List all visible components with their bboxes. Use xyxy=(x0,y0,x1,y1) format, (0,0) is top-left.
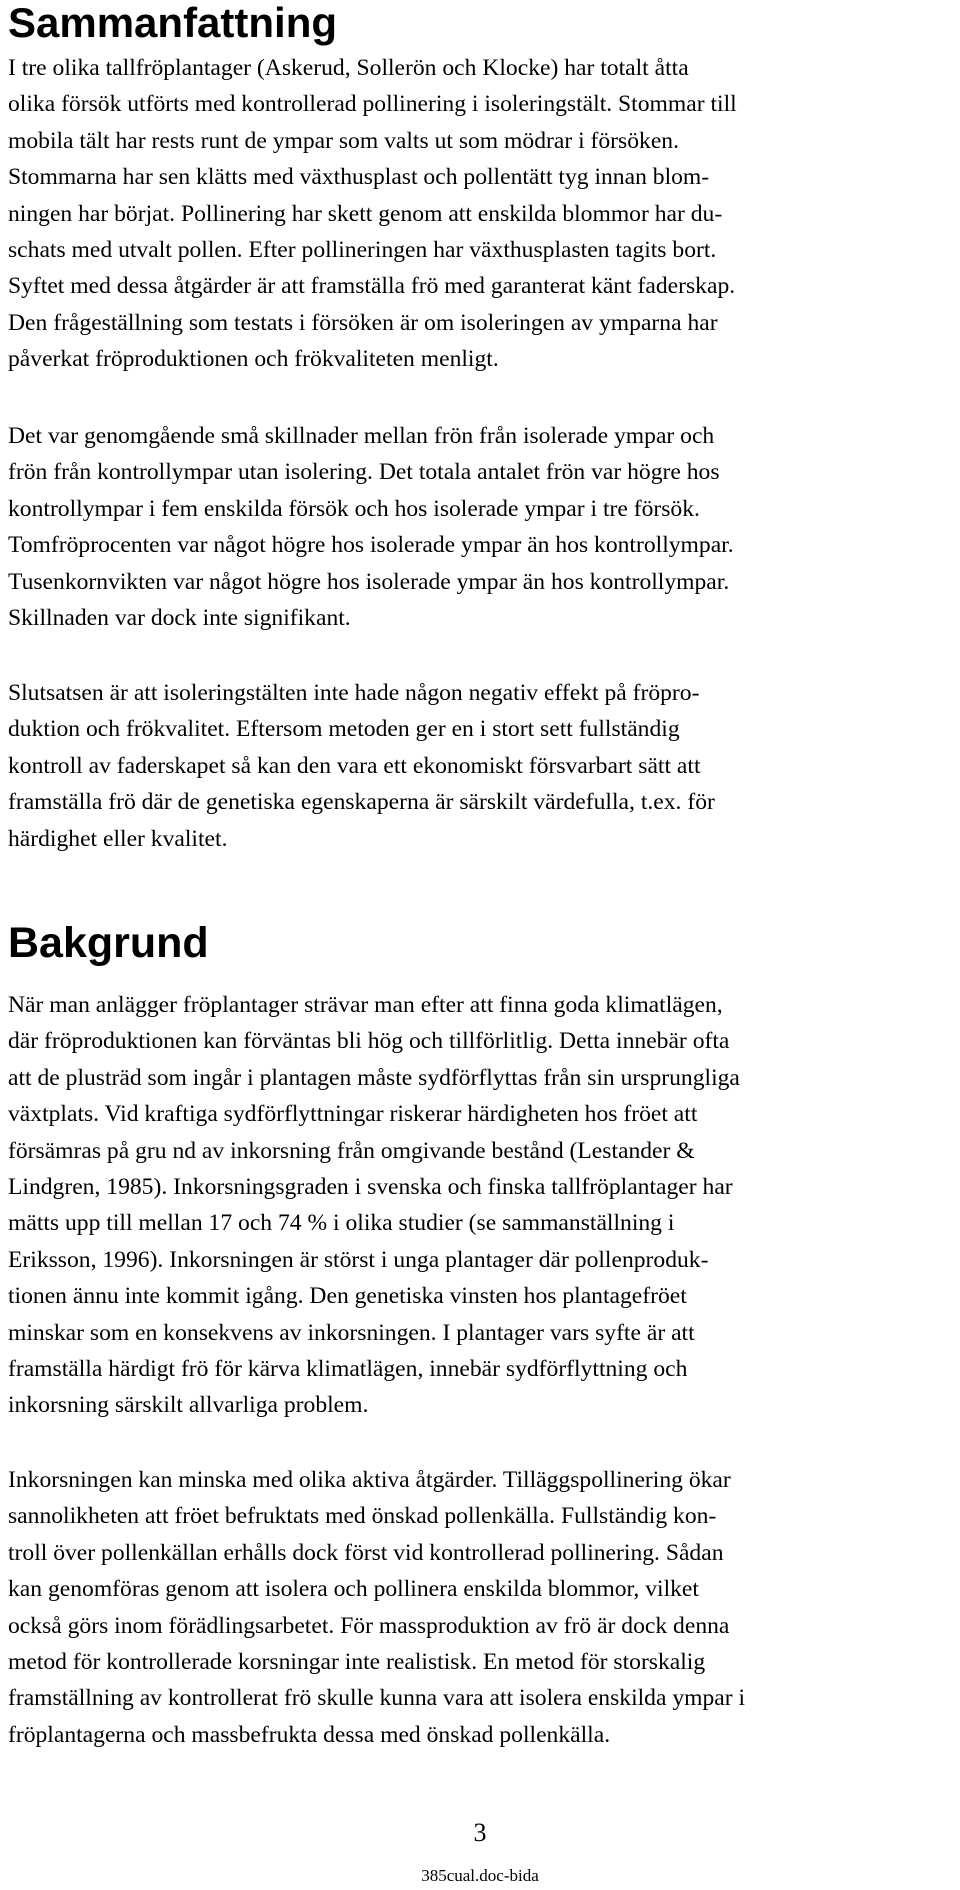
text-line: Eriksson, 1996). Inkorsningen är störst i unga plantager där pollenproduk- xyxy=(8,1246,709,1273)
text-line: Syftet med dessa åtgärder är att framställa frö med garanterat känt faderskap. xyxy=(8,273,736,300)
text-line: mobila tält har rests runt de ympar som valts ut som mödrar i försöken. xyxy=(8,127,679,154)
text-line: också görs inom förädlingsarbetet. För massproduktion av frö är dock denna xyxy=(8,1612,730,1639)
text-line: minskar som en konsekvens av inkorsningen. I plantager vars syfte är att xyxy=(8,1319,695,1346)
text-line: framställning av kontrollerat frö skulle kunna vara att isolera enskilda ympar i xyxy=(8,1685,746,1712)
page-number: 3 xyxy=(473,1818,487,1847)
text-line: Det var genomgående små skillnader mellan frön från isolerade ympar och xyxy=(8,423,715,449)
text-line: där fröproduktionen kan förväntas bli hög och tillförlitlig. Detta innebär ofta xyxy=(8,1028,730,1055)
text-line: Tusenkornvikten var något högre hos isolerade ympar än hos kontrollympar. xyxy=(8,568,730,595)
text-line: påverkat fröproduktionen och frökvaliteten menligt. xyxy=(8,346,499,373)
text-line: härdighet eller kvalitet. xyxy=(8,825,228,852)
paragraph xyxy=(8,50,952,378)
text-line: metod för kontrollerade korsningar inte realistisk. En metod för storskalig xyxy=(8,1649,706,1676)
text-line: kontroll av faderskapet så kan den vara ett ekonomiskt försvarbart sätt att xyxy=(8,752,701,779)
text-line: Inkorsningen kan minska med olika aktiva åtgärder. Tilläggspollinering ökar xyxy=(8,1467,731,1493)
text-line: mätts upp till mellan 17 och 74 % i olika studier (se sammanställning i xyxy=(8,1210,675,1237)
heading-sammanfattning: Sammanfattning xyxy=(8,0,338,46)
text-line: försämras på gru nd av inkorsning från omgivande bestånd (Lestander & xyxy=(8,1137,695,1164)
text-line: att de plusträd som ingår i plantagen måste sydförflyttas från sin ursprungliga xyxy=(8,1064,740,1091)
text-line: kan genomföras genom att isolera och pollinera enskilda blommor, vilket xyxy=(8,1576,699,1603)
text-line: Lindgren, 1985). Inkorsningsgraden i svenska och finska tallfröplantager har xyxy=(8,1174,733,1201)
text-line: sannolikheten att fröet befruktats med önskad pollenkälla. Fullständig kon- xyxy=(8,1503,717,1530)
text-line: frön från kontrollympar utan isolering. Det totala antalet frön var högre hos xyxy=(8,459,720,486)
text-line: Den frågeställning som testats i försöken är om isoleringen av ymparna har xyxy=(8,309,718,336)
text-line: växtplats. Vid kraftiga sydförflyttningar riskerar härdigheten hos fröet att xyxy=(8,1101,698,1128)
heading-bakgrund: Bakgrund xyxy=(8,919,209,967)
text-line: inkorsning särskilt allvarliga problem. xyxy=(8,1392,369,1419)
text-line: Stommarna har sen klätts med växthusplast och pollentätt tyg innan blom- xyxy=(8,164,710,191)
text-line: När man anlägger fröplantager strävar man efter att finna goda klimatlägen, xyxy=(8,992,723,1018)
text-line: kontrollympar i fem enskilda försök och hos isolerade ympar i tre försök. xyxy=(8,495,700,522)
text-line: framställa härdigt frö för kärva klimatlägen, innebär sydförflyttning och xyxy=(8,1356,688,1383)
text-line: I tre olika tallfröplantager (Askerud, Sollerön och Klocke) har totalt åtta xyxy=(8,55,689,81)
document-filename: 385cual.doc-bida xyxy=(421,1866,539,1885)
paragraph xyxy=(8,1462,952,1753)
text-line: Slutsatsen är att isoleringstälten inte hade någon negativ effekt på fröpro- xyxy=(8,680,700,706)
text-line: troll över pollenkällan erhålls dock först vid kontrollerad pollinering. Sådan xyxy=(8,1539,724,1566)
text-line: olika försök utförts med kontrollerad pollinering i isoleringstält. Stommar till xyxy=(8,91,737,118)
text-line: fröplantagerna och massbefrukta dessa med önskad pollenkälla. xyxy=(8,1721,611,1748)
text-line: Tomfröprocenten var något högre hos isolerade ympar än hos kontrollympar. xyxy=(8,532,734,559)
text-line: schats med utvalt pollen. Efter pollineringen har växthusplasten tagits bort. xyxy=(8,237,717,264)
text-line: ningen har börjat. Pollinering har skett genom att enskilda blommor har du- xyxy=(8,200,723,227)
text-line: tionen ännu inte kommit igång. Den genetiska vinsten hos plantagefröet xyxy=(8,1283,687,1310)
paragraph xyxy=(8,987,952,1424)
paragraph xyxy=(8,675,952,857)
paragraph xyxy=(8,418,952,636)
text-line: framställa frö där de genetiska egenskaperna är särskilt värdefulla, t.ex. för xyxy=(8,789,715,816)
text-line: duktion och frökvalitet. Eftersom metoden ger en i stort sett fullständig xyxy=(8,716,680,743)
text-line: Skillnaden var dock inte signifikant. xyxy=(8,605,351,632)
